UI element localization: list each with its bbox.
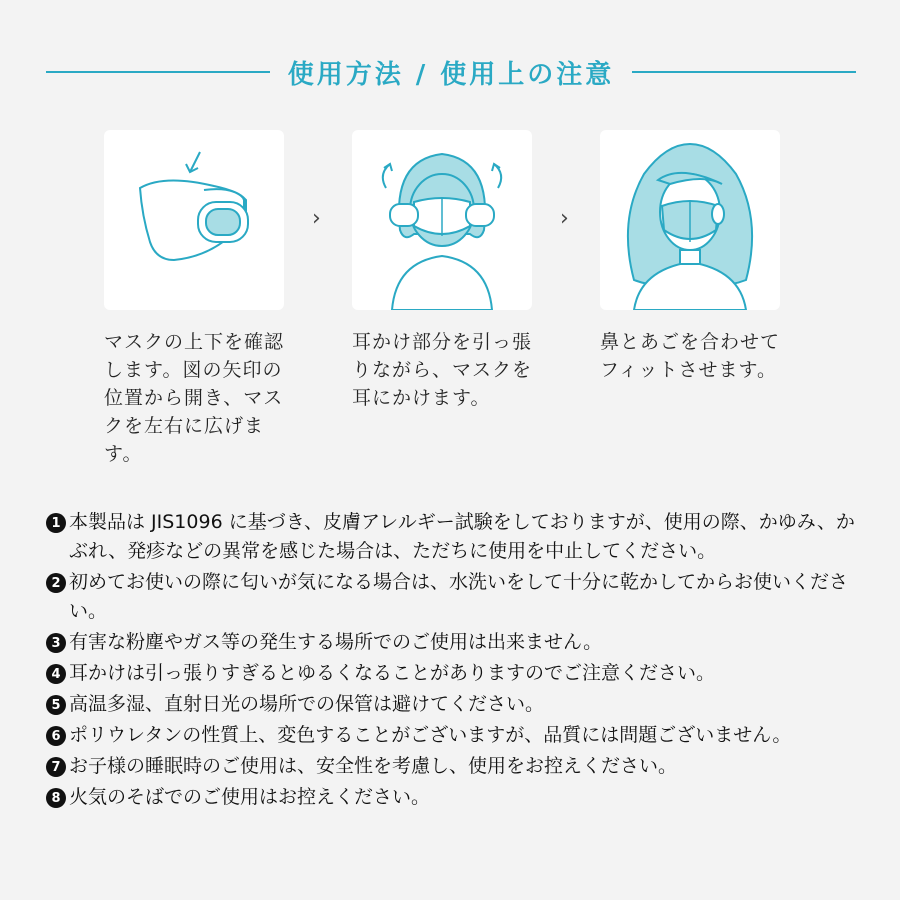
step-2-text: 耳かけ部分を引っ張りながら、マスクを耳にかけます。 xyxy=(352,331,533,409)
steps-illustrations xyxy=(104,130,784,310)
caution-item xyxy=(46,752,866,781)
header-line-left xyxy=(46,71,270,73)
number-badge-icon: 8 xyxy=(46,788,66,808)
caution-text: 高温多湿、直射日光の場所での保管は避けてください。 xyxy=(69,693,545,715)
caution-item xyxy=(46,690,866,719)
person-putting-mask-icon xyxy=(352,130,532,310)
caution-item xyxy=(46,568,866,626)
caution-item xyxy=(46,783,866,812)
caution-text: 耳かけは引っ張りすぎるとゆるくなることがありますのでご注意ください。 xyxy=(69,662,716,684)
step-arrow-2: › xyxy=(560,206,569,231)
caution-item xyxy=(46,508,866,566)
caution-item xyxy=(46,628,866,657)
number-badge-icon: 5 xyxy=(46,695,66,715)
caution-text: 本製品は JIS1096 に基づき、皮膚アレルギー試験をしておりますが、使用の際、かゆみ、かぶれ、発疹などの異常を感じた場合は、ただちに使用を中止してください。 xyxy=(69,511,855,562)
caution-text: 火気のそばでのご使用はお控えください。 xyxy=(69,786,431,808)
number-badge-icon: 6 xyxy=(46,726,66,746)
step-3-card xyxy=(600,130,780,310)
step-2-card xyxy=(352,130,532,310)
caution-list xyxy=(46,508,866,814)
caution-item xyxy=(46,721,866,750)
number-badge-icon: 7 xyxy=(46,757,66,777)
caution-text: ポリウレタンの性質上、変色することがございますが、品質には問題ございません。 xyxy=(69,724,792,746)
number-badge-icon: 2 xyxy=(46,573,66,593)
mask-arrow-icon xyxy=(104,130,284,310)
step-arrow-1: › xyxy=(312,206,321,231)
section-header xyxy=(46,50,856,94)
number-badge-icon: 1 xyxy=(46,513,66,533)
number-badge-icon: 4 xyxy=(46,664,66,684)
caution-text: 有害な粉塵やガス等の発生する場所でのご使用は出来ません。 xyxy=(69,631,603,653)
caution-item xyxy=(46,659,866,688)
step-3-text: 鼻とあごを合わせてフィットさせます。 xyxy=(600,331,781,381)
caution-text: 初めてお使いの際に匂いが気になる場合は、水洗いをして十分に乾かしてからお使いください。 xyxy=(69,571,849,622)
step-1-text: マスクの上下を確認します。図の矢印の位置から開き、マスクを左右に広げます。 xyxy=(104,331,285,465)
header-line-right xyxy=(632,71,856,73)
page-title: 使用方法 / 使用上の注意 xyxy=(287,59,615,90)
number-badge-icon: 3 xyxy=(46,633,66,653)
person-wearing-mask-icon xyxy=(600,130,780,310)
step-1-card xyxy=(104,130,284,310)
caution-text: お子様の睡眠時のご使用は、安全性を考慮し、使用をお控えください。 xyxy=(69,755,678,777)
